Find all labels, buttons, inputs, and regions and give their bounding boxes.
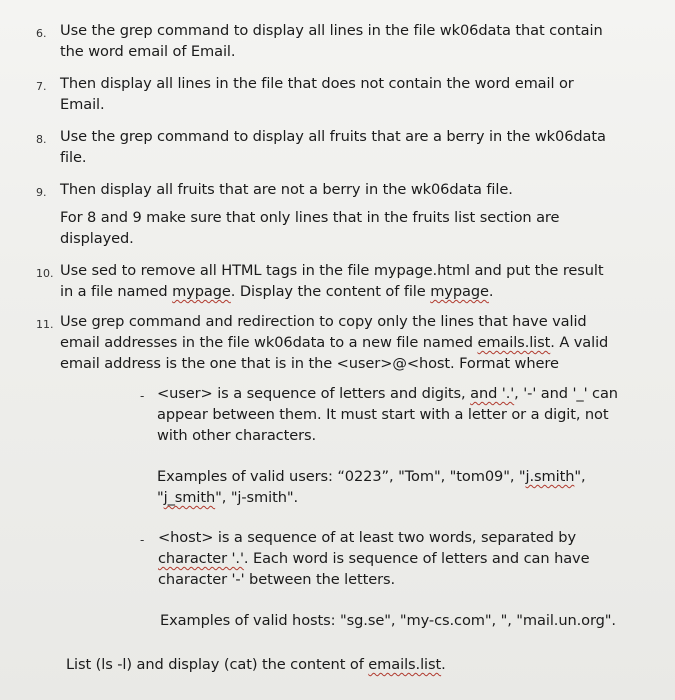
text-run: List (ls -l) and display (cat) the content of	[66, 656, 369, 673]
user-examples-line-1	[157, 468, 586, 486]
item-10-line-2	[60, 283, 493, 301]
spellcheck-word: mypage	[172, 283, 231, 300]
item-number: 7.	[36, 80, 47, 93]
text-run: ", "j-smith".	[215, 489, 299, 506]
item-7-line-2: Email.	[60, 96, 105, 113]
spellcheck-word: and '.'	[470, 385, 515, 402]
text-run: , '-' and '_' can	[514, 385, 618, 402]
bullet-dash: -	[140, 533, 145, 547]
text-run: . A valid	[550, 334, 609, 351]
host-bullet-line-2	[158, 550, 589, 568]
item-9-note-line-2: displayed.	[60, 230, 134, 247]
item-11-line-2	[60, 334, 608, 352]
item-8-line-1: Use the grep command to display all fruits that are a berry in the wk06data	[60, 128, 606, 145]
text-run: .	[441, 656, 446, 673]
spellcheck-word: emails.list	[477, 334, 551, 351]
item-number: 6.	[36, 27, 47, 40]
host-bullet-line-3: character '-' between the letters.	[158, 571, 396, 588]
user-bullet-line-2: appear between them. It must start with a letter or a digit, not	[157, 406, 609, 423]
spellcheck-word: emails.list	[368, 656, 442, 673]
item-8-line-2: file.	[60, 149, 87, 166]
item-11-line-1: Use grep command and redirection to copy only the lines that have valid	[60, 313, 587, 330]
item-9-note-line-1: For 8 and 9 make sure that only lines that in the fruits list section are	[60, 209, 560, 226]
text-run: . Display the content of file	[230, 283, 431, 300]
user-bullet-line-1	[157, 385, 618, 403]
user-examples-line-2	[157, 489, 298, 507]
text-run: ",	[574, 468, 586, 485]
text-run: . Each word is sequence of letters and can have	[243, 550, 590, 567]
item-number: 10.	[36, 267, 54, 280]
spellcheck-word: j_smith	[163, 489, 216, 506]
text-run: .	[488, 283, 494, 300]
user-bullet-line-3: with other characters.	[157, 427, 317, 444]
item-number: 11.	[36, 318, 54, 331]
spellcheck-word: character '.'	[158, 550, 244, 567]
item-6-line-1: Use the grep command to display all lines in the file wk06data that contain	[60, 22, 603, 39]
spellcheck-word: j.smith	[525, 468, 575, 485]
item-11-line-3: email address is the one that is in the <user>@<host. Format where	[60, 355, 559, 372]
text-run: <user> is a sequence of letters and digits,	[157, 385, 471, 402]
text-run: in a file named	[60, 283, 173, 300]
item-6-line-2: the word email of Email.	[60, 43, 236, 60]
item-9-line-1: Then display all fruits that are not a berry in the wk06data file.	[60, 181, 513, 198]
item-number: 9.	[36, 186, 47, 199]
final-instruction	[66, 656, 446, 674]
text-run: Examples of valid users: “0223”, "Tom", "tom09", "	[157, 468, 526, 485]
text-run: "	[157, 489, 164, 506]
bullet-dash: -	[140, 389, 145, 403]
item-10-line-1: Use sed to remove all HTML tags in the file mypage.html and put the result	[60, 262, 604, 279]
spellcheck-word: mypage	[430, 283, 489, 300]
item-number: 8.	[36, 133, 47, 146]
host-bullet-line-1: <host> is a sequence of at least two words, separated by	[158, 529, 577, 546]
host-examples-line: Examples of valid hosts: "sg.se", "my-cs.com", ", "mail.un.org".	[160, 612, 616, 629]
text-run: email addresses in the file wk06data to a new file named	[60, 334, 478, 351]
item-7-line-1: Then display all lines in the file that does not contain the word email or	[60, 75, 574, 92]
